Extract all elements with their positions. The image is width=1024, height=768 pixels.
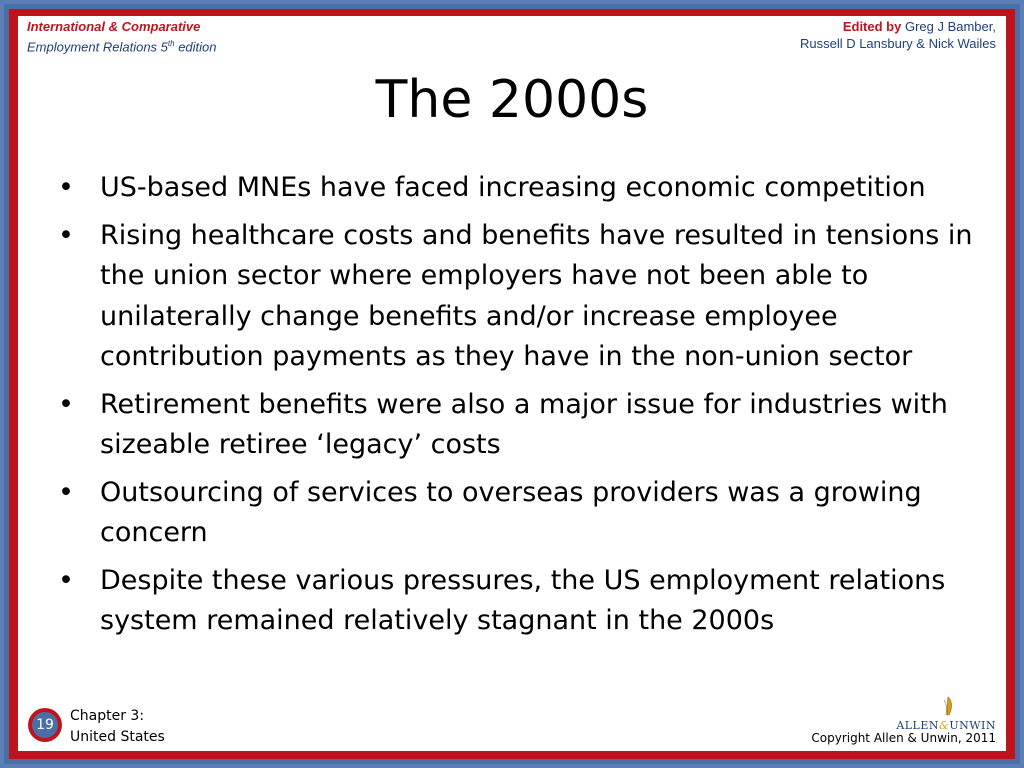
bullet-dot-icon: • [58,388,74,420]
bullet-text: Retirement benefits were also a major issue for industries with sizeable retiree ‘legacy’ costs [100,388,948,460]
chapter-number: Chapter 3: [70,708,145,724]
publisher-logo [896,696,996,732]
book-title-line2: Employment Relations 5th edition [27,39,217,55]
bullet-dot-icon: • [58,172,74,203]
bullet-text: US-based MNEs have faced increasing economic competition [100,172,926,203]
slide [18,16,1006,751]
bullet-text: Despite these various pressures, the US employment relations system remained relatively stagnant in the 2000s [100,564,946,636]
editors-line1: Edited by Greg J Bamber, [842,19,996,34]
copyright-notice: Copyright Allen & Unwin, 2011 [811,731,996,745]
chapter-name: United States [70,729,165,745]
page-number: 19 [32,712,58,738]
bullet-list [58,168,978,649]
bullet-dot-icon: • [58,476,74,508]
bullet-text: Rising healthcare costs and benefits have resulted in tensions in the union sector where employers have not been able to unilaterally change benefits and/or increase employee contribution payments as they have in the non-union sector [100,219,973,372]
edited-by-label: Edited by [842,19,902,34]
bullet-dot-icon: • [58,219,74,251]
bullet-item [58,561,978,642]
bullet-item [58,473,978,554]
book-title-line1: International & Comparative [27,19,201,34]
bullet-dot-icon: • [58,564,74,596]
edition-superscript: th [167,39,175,48]
editors-line2: Russell D Lansbury & Nick Wailes [799,36,996,51]
bullet-text: Outsourcing of services to overseas providers was a growing concern [100,476,922,548]
publisher-wordmark: ALLEN&UNWIN [896,719,996,732]
slide-title: The 2000s [375,70,649,130]
bullet-item [58,168,978,209]
quill-icon [938,696,958,718]
page-number-badge [28,708,62,742]
bullet-item [58,385,978,466]
book-title-header [27,18,217,55]
editors-header [800,18,996,52]
bullet-item [58,216,978,378]
chapter-label [70,706,210,748]
